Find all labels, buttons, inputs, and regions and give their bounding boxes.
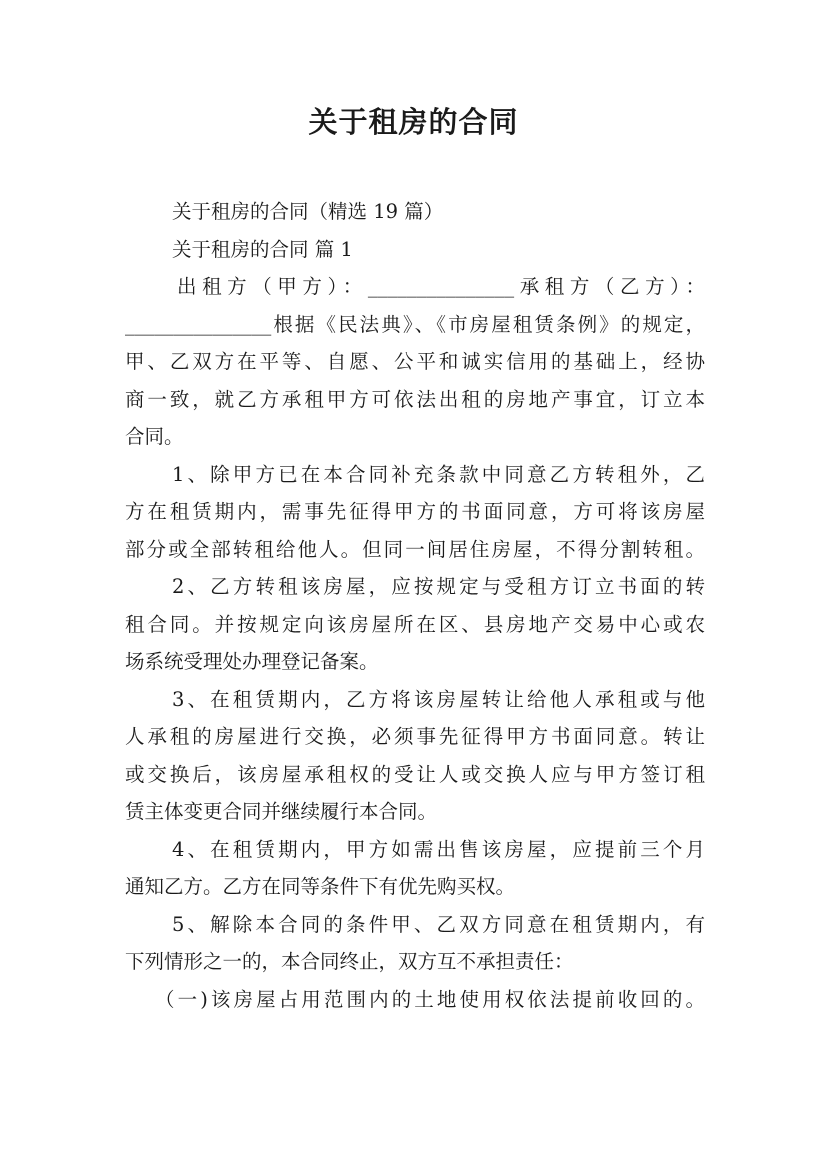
document-title: 关于租房的合同 [308, 105, 519, 139]
paragraph-line: 赁主体变更合同并继续履行本合同。 [125, 800, 438, 823]
paragraph-line: 1、除甲方已在本合同补充条款中同意乙方转租外，乙 [172, 462, 705, 486]
paragraph-line: 通知乙方。乙方在同等条件下有优先购买权。 [125, 875, 516, 898]
paragraph-line: 5、解除本合同的条件甲、乙双方同意在租赁期内，有 [172, 912, 705, 936]
paragraph-line: 或交换后，该房屋承租权的受让人或交换人应与甲方签订租 [125, 762, 705, 786]
document-body [125, 193, 705, 1018]
paragraph-line: 合同。 [125, 425, 184, 448]
paragraph-line: 4、在租赁期内，甲方如需出售该房屋，应提前三个月 [172, 837, 705, 861]
paragraph-line: 部分或全部转租给他人。但同一间居住房屋，不得分割转租。 [125, 537, 705, 561]
paragraph-line: （一)该房屋占用范围内的土地使用权依法提前收回的。 [155, 987, 705, 1011]
paragraph-line: 商一致，就乙方承租甲方可依法出租的房地产事宜，订立本 [125, 387, 705, 411]
paragraph-line: _______________根据《民法典》、《市房屋租赁条例》的规定， [125, 312, 705, 336]
paragraph-line: 2、乙方转租该房屋，应按规定与受租方订立书面的转 [172, 575, 705, 598]
paragraph-line: 租合同。并按规定向该房屋所在区、县房地产交易中心或农 [125, 612, 705, 636]
paragraph-line: 3、在租赁期内，乙方将该房屋转让给他人承租或与他 [172, 687, 705, 711]
doc-subtitle: 关于租房的合同（精选 19 篇） [172, 200, 444, 223]
paragraph-line: 方在租赁期内，需事先征得甲方的书面同意，方可将该房屋 [125, 500, 705, 523]
paragraph-line: 甲、乙双方在平等、自愿、公平和诚实信用的基础上，经协 [125, 350, 705, 373]
paragraph-line: 出租方（甲方）：_______________承租方（乙方）： [177, 275, 705, 298]
paragraph-line: 场系统受理处办理登记备案。 [125, 650, 379, 673]
paragraph-line: 下列情形之一的，本合同终止，双方互不承担责任： [125, 950, 574, 973]
section-heading: 关于租房的合同 篇 1 [172, 237, 353, 261]
paragraph-line: 人承租的房屋进行交换，必须事先征得甲方书面同意。转让 [125, 725, 705, 748]
